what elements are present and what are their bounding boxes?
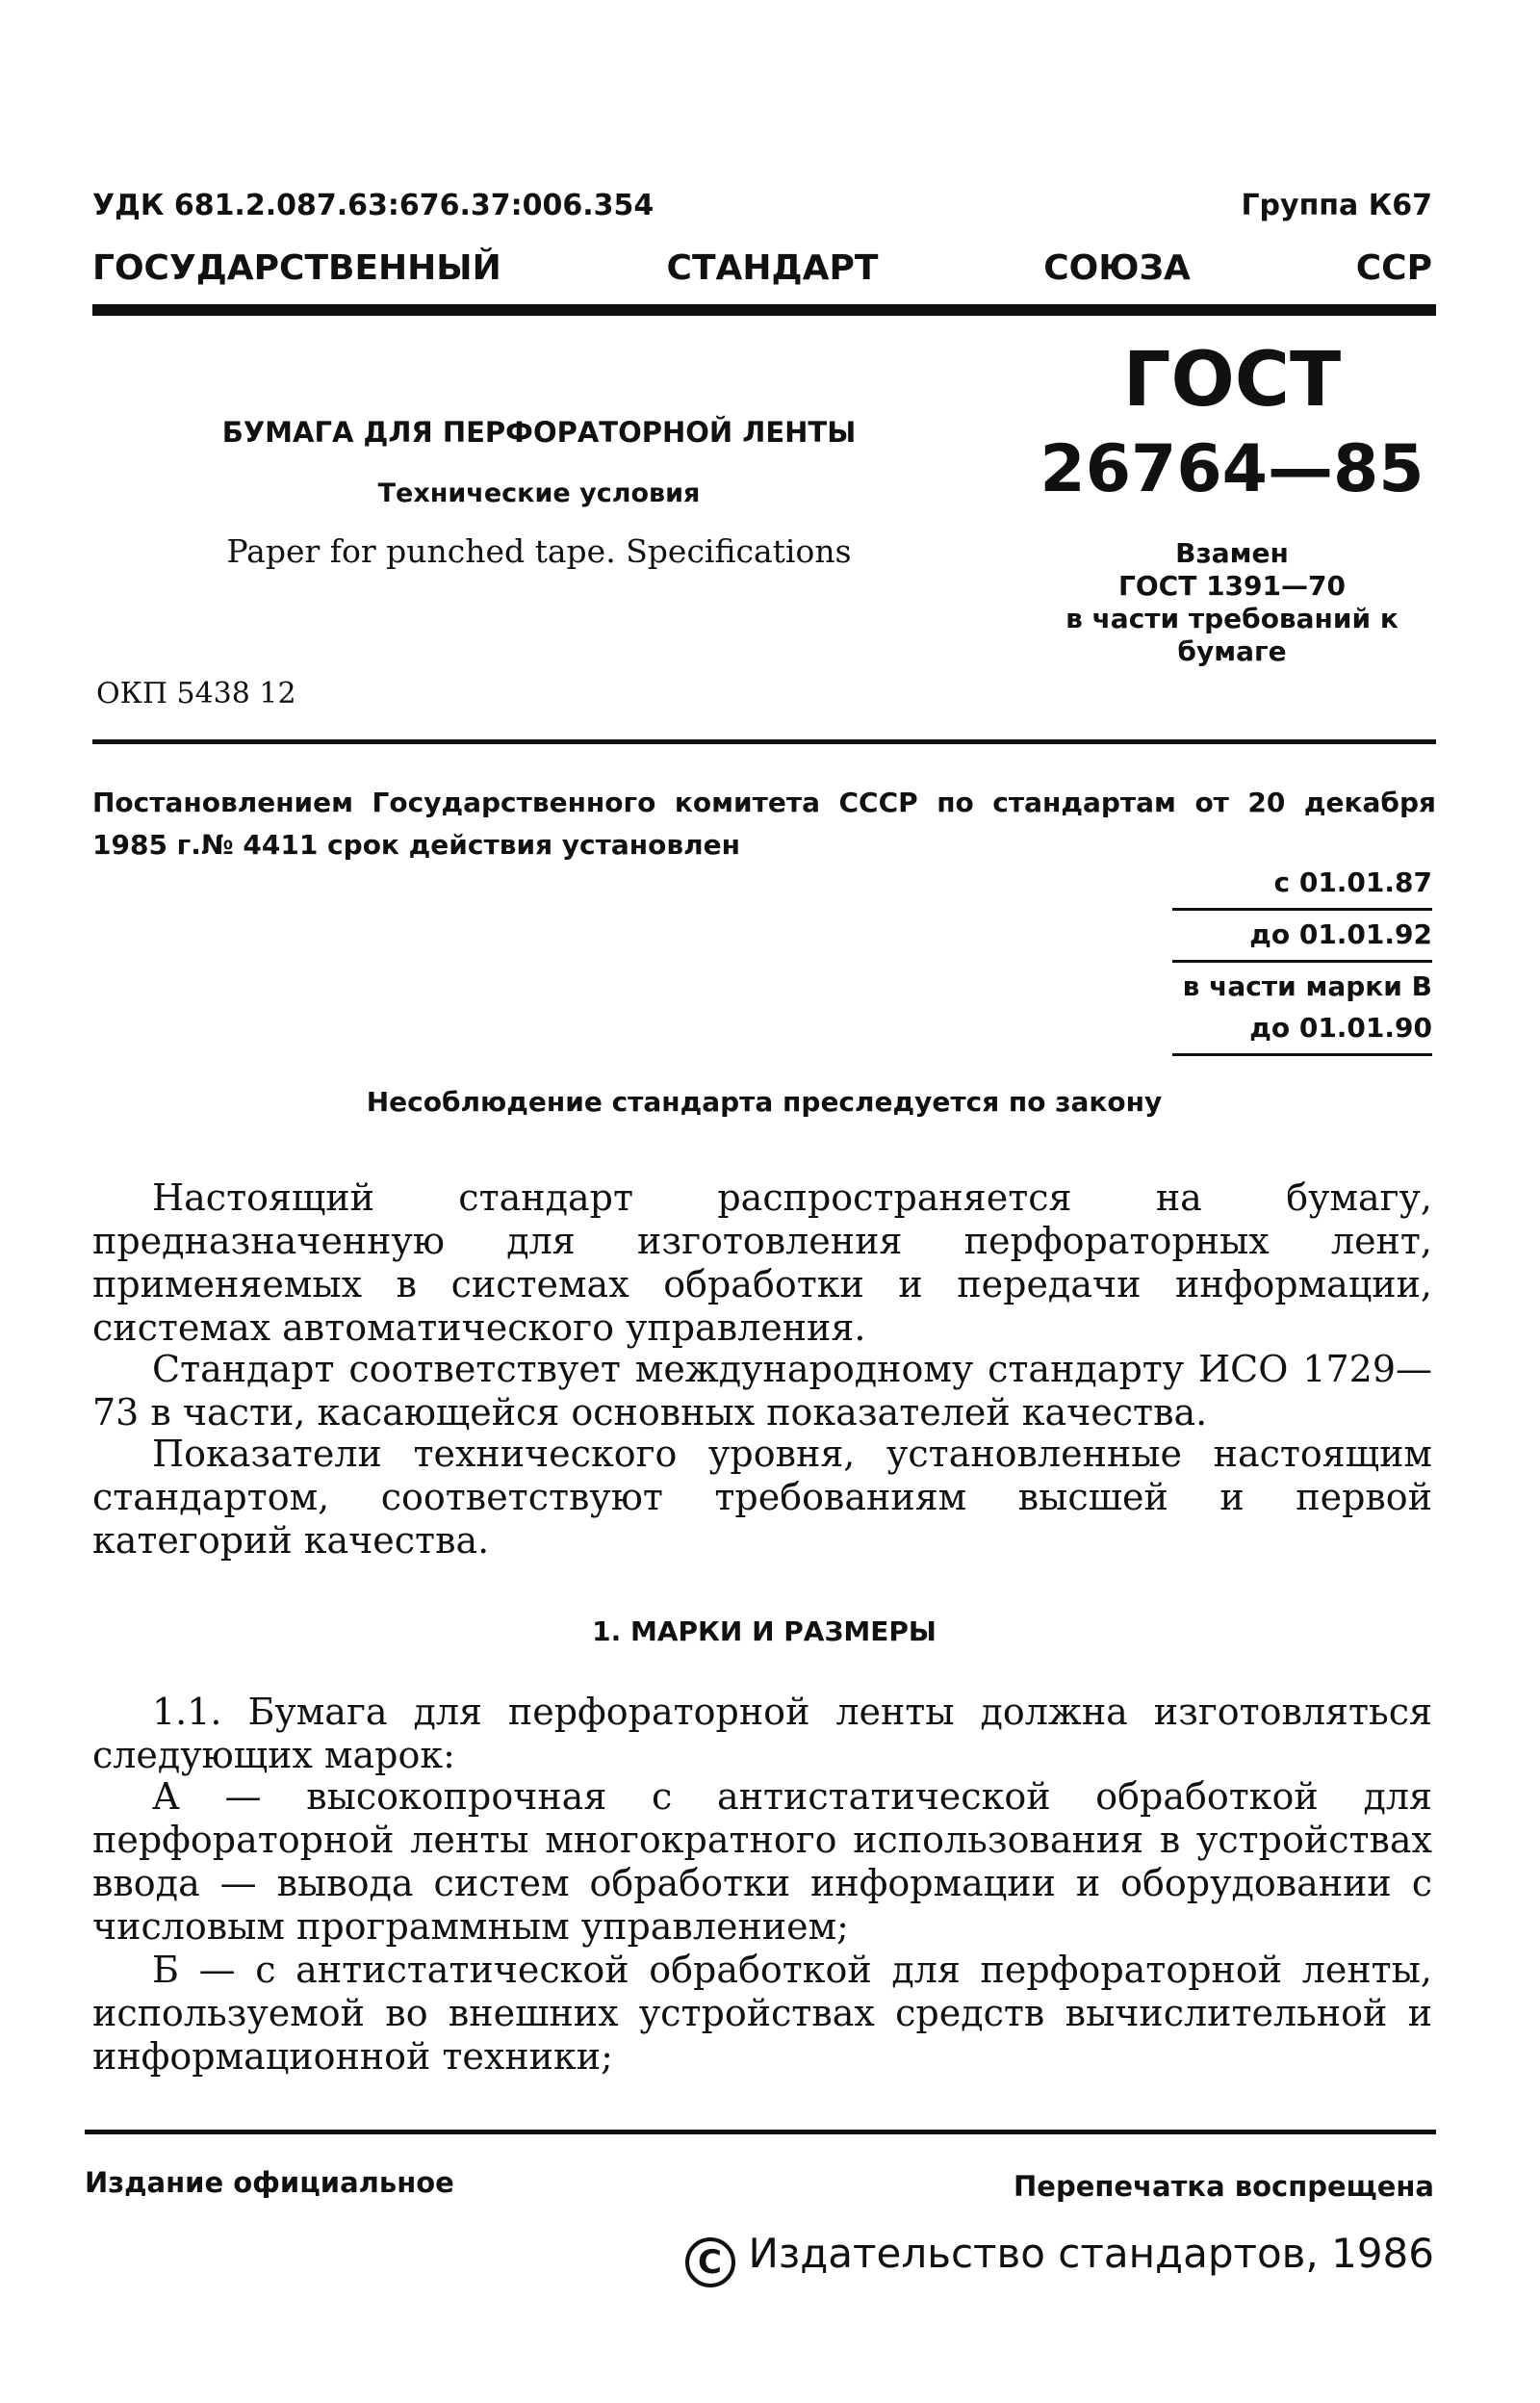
section-item: 1.1. Бумага для перфораторной ленты должна изготовляться следующих марок:: [92, 1691, 1432, 1776]
copyright-line: [685, 2230, 1434, 2287]
document-subtitle: Технические условия: [377, 478, 701, 508]
document-title-en: Paper for punched tape. Specifications: [226, 532, 852, 570]
copyright-icon: C: [685, 2237, 735, 2287]
validity-rule: [1172, 1053, 1432, 1056]
decree-text: Постановлением Государственного комитета СССР по стандартам от 20 декабря 1985 г.№ 4411 срок действия установлен: [92, 787, 1436, 861]
reprint-notice: Перепечатка воспрещена: [1014, 2170, 1434, 2203]
copyright-text: Издательство стандартов, 1986: [748, 2230, 1434, 2277]
standard-title-word: СОЮЗА: [1043, 248, 1191, 288]
okp-code: ОКП 5438 12: [96, 677, 296, 711]
replaces-line: в части требований к: [1065, 603, 1399, 634]
standard-title-word: ГОСУДАРСТВЕННЫЙ: [92, 248, 501, 288]
mark-b-label: в части марки В: [1182, 970, 1432, 1002]
section-item: А — высокопрочная с антистатической обработкой для перфораторной ленты многократного использования в устройствах ввода — вывода систем обработки информации и оборудовании с числовым программным управлением;: [92, 1775, 1432, 1948]
gost-label: ГОСТ: [1122, 337, 1342, 424]
header-thick-rule: [92, 304, 1436, 316]
validity-rule: [1172, 908, 1432, 911]
validity-rule: [1172, 960, 1432, 963]
intro-paragraph: Настоящий стандарт распространяется на бумагу, предназначенную для изготовления перфораторных лент, применяемых в системах обработки и передачи информации, системах автоматического управления.: [92, 1176, 1432, 1349]
replaces-line: ГОСТ 1391—70: [1118, 570, 1346, 602]
title-block-rule: [92, 739, 1436, 744]
mark-b-until: до 01.01.90: [1249, 1012, 1432, 1044]
intro-paragraph: Показатели технического уровня, установленные настоящим стандартом, соответствуют требованиям высшей и первой категорий качества.: [92, 1433, 1432, 1562]
document-title: БУМАГА ДЛЯ ПЕРФОРАТОРНОЙ ЛЕНТЫ: [221, 416, 857, 449]
replaces-line: бумаге: [1177, 635, 1287, 667]
group-code: Группа К67: [1241, 189, 1432, 222]
standard-title-word: ССР: [1355, 248, 1432, 288]
validity-dates: [1086, 866, 1432, 1056]
standard-title: [92, 248, 1432, 288]
intro-paragraph: Стандарт соответствует международному стандарту ИСО 1729—73 в части, касающейся основных показателей качества.: [92, 1348, 1432, 1434]
replaces-line: Взамен: [1175, 537, 1289, 569]
replaces-note: [1001, 537, 1463, 668]
section-heading: 1. МАРКИ И РАЗМЕРЫ: [592, 1615, 937, 1647]
valid-from: с 01.01.87: [1273, 866, 1432, 898]
legal-notice: Несоблюдение стандарта преследуется по закону: [366, 1086, 1163, 1118]
udk-code: УДК 681.2.087.63:676.37:006.354: [92, 189, 654, 222]
standard-title-word: СТАНДАРТ: [666, 248, 879, 288]
section-item: Б — с антистатической обработкой для перфораторной ленты, используемой во внешних устройствах средств вычислительной и информационной техники;: [92, 1949, 1432, 2078]
official-edition: Издание официальное: [85, 2166, 454, 2199]
valid-until: до 01.01.92: [1249, 918, 1432, 950]
gost-number: 26764—85: [1040, 431, 1424, 507]
footer-rule: [85, 2130, 1436, 2134]
